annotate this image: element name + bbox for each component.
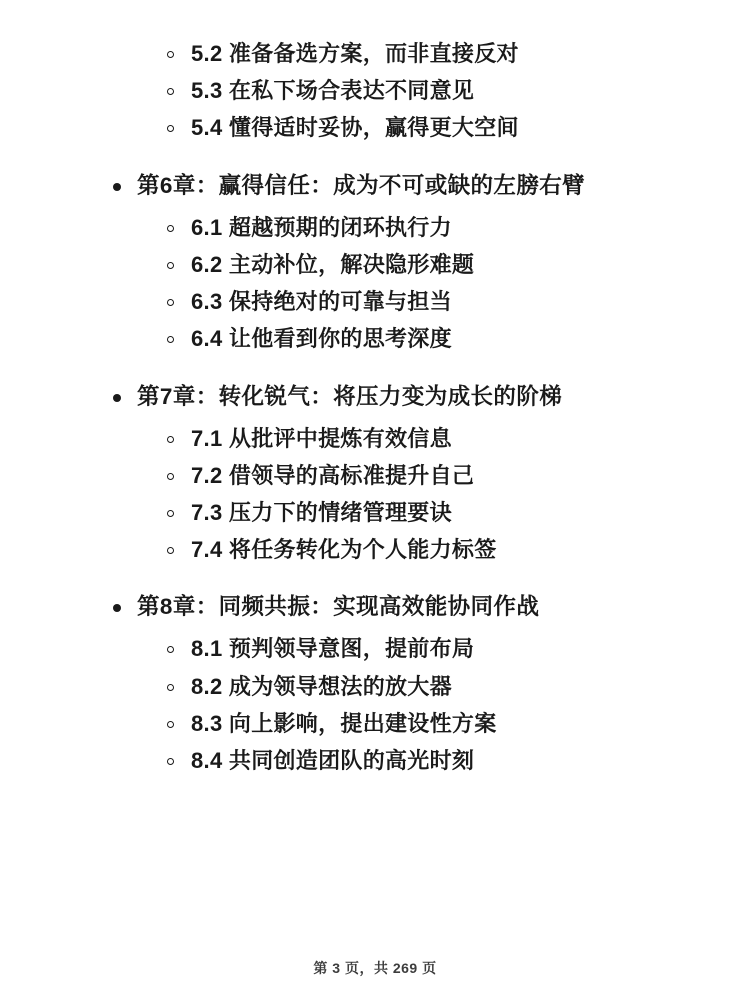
hollow-bullet-icon	[167, 473, 174, 480]
page-footer: 第 3 页，共 269 页	[313, 960, 437, 976]
toc-chapter-item[interactable]	[55, 591, 695, 623]
toc-section-item[interactable]	[55, 534, 695, 565]
toc-section-label: 5.3 在私下场合表达不同意见	[191, 78, 475, 104]
toc-section-label: 6.2 主动补位，解决隐形难题	[191, 251, 475, 277]
filled-bullet-icon	[113, 604, 121, 612]
filled-bullet-icon	[113, 394, 121, 402]
toc-section-label: 8.3 向上影响，提出建设性方案	[191, 710, 497, 736]
toc-section-label: 7.1 从批评中提炼有效信息	[191, 425, 452, 451]
toc-section-item[interactable]	[55, 460, 695, 491]
toc-section-item[interactable]	[55, 286, 695, 317]
toc-section-item[interactable]	[55, 497, 695, 528]
toc-section-item[interactable]	[55, 323, 695, 354]
toc-section-item[interactable]	[55, 745, 695, 776]
toc-section-item[interactable]	[55, 75, 695, 106]
toc-section-item[interactable]	[55, 423, 695, 454]
toc-section-label: 7.2 借领导的高标准提升自己	[191, 462, 475, 488]
toc-chapter-item[interactable]	[55, 381, 695, 413]
toc-section-item[interactable]	[55, 112, 695, 143]
toc-section-label: 5.4 懂得适时妥协，赢得更大空间	[191, 115, 519, 141]
toc-chapter-label: 第8章：同频共振：实现高效能协同作战	[137, 594, 540, 620]
toc-section-item[interactable]	[55, 671, 695, 702]
hollow-bullet-icon	[167, 436, 174, 443]
filled-bullet-icon	[113, 183, 121, 191]
hollow-bullet-icon	[167, 262, 174, 269]
hollow-bullet-icon	[167, 88, 174, 95]
toc-section-item[interactable]	[55, 708, 695, 739]
toc-section-item[interactable]	[55, 249, 695, 280]
hollow-bullet-icon	[167, 510, 174, 517]
toc-section-item[interactable]	[55, 38, 695, 69]
toc-group-chapter-7	[55, 381, 695, 566]
toc-chapter-item[interactable]	[55, 170, 695, 202]
toc-section-label: 6.4 让他看到你的思考深度	[191, 326, 452, 352]
toc-group-chapter-8	[55, 591, 695, 776]
hollow-bullet-icon	[167, 225, 174, 232]
toc-section-item[interactable]	[55, 212, 695, 243]
toc-section-label: 6.3 保持绝对的可靠与担当	[191, 289, 452, 315]
hollow-bullet-icon	[167, 684, 174, 691]
table-of-contents	[55, 38, 695, 776]
toc-chapter-label: 第6章：赢得信任：成为不可或缺的左膀右臂	[137, 172, 586, 198]
toc-section-label: 5.2 准备备选方案，而非直接反对	[191, 41, 519, 66]
toc-section-label: 8.4 共同创造团队的高光时刻	[191, 748, 475, 774]
toc-section-label: 6.1 超越预期的闭环执行力	[191, 214, 452, 240]
toc-group-orphan-sections	[55, 38, 695, 144]
toc-section-label: 7.4 将任务转化为个人能力标签	[191, 537, 497, 563]
hollow-bullet-icon	[167, 721, 174, 728]
toc-section-label: 7.3 压力下的情绪管理要诀	[191, 499, 452, 525]
hollow-bullet-icon	[167, 299, 174, 306]
toc-section-label: 8.2 成为领导想法的放大器	[191, 673, 452, 699]
toc-chapter-sections	[55, 633, 695, 776]
hollow-bullet-icon	[167, 51, 174, 58]
toc-section-item[interactable]	[55, 633, 695, 664]
toc-chapter-label: 第7章：转化锐气：将压力变为成长的阶梯	[137, 383, 563, 409]
hollow-bullet-icon	[167, 336, 174, 343]
toc-group-chapter-6	[55, 170, 695, 355]
hollow-bullet-icon	[167, 547, 174, 554]
hollow-bullet-icon	[167, 646, 174, 653]
hollow-bullet-icon	[167, 125, 174, 132]
toc-section-label: 8.1 预判领导意图，提前布局	[191, 636, 475, 662]
toc-chapter-sections	[55, 212, 695, 355]
hollow-bullet-icon	[167, 758, 174, 765]
toc-chapter-sections	[55, 423, 695, 566]
